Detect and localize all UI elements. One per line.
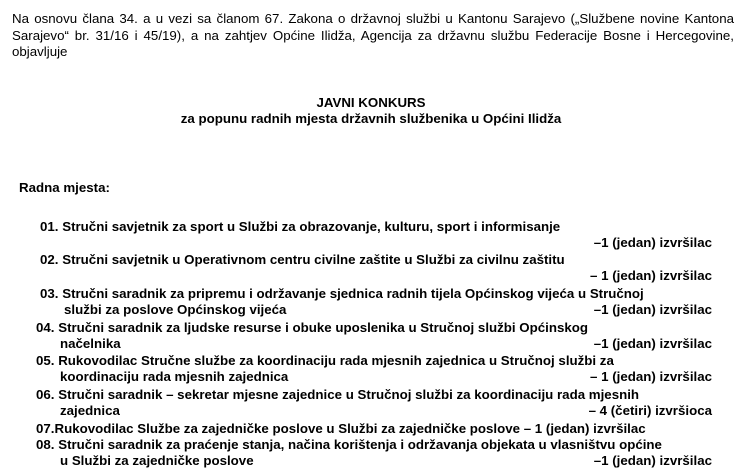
position-count-04: –1 (jedan) izvršilac — [593, 336, 712, 351]
position-line-2: načelnika — [60, 336, 121, 352]
position-line-2: službi za poslove Općinskog vijeća — [64, 302, 287, 318]
position-title: Stručni saradnik za ljudske resurse i obuke uposlenika u Stručnoj službi Općinskog — [58, 320, 589, 335]
position-title: Rukovodilac Stručne službe za koordinaciju rada mjesnih zajednica u Stručnoj službi za — [58, 353, 614, 368]
position-line-1 — [36, 387, 639, 403]
position-count-01: –1 (jedan) izvršilac — [593, 235, 712, 250]
positions-section-label: Radna mjesta: — [19, 180, 110, 195]
position-number: 01. — [40, 219, 59, 234]
position-item-05 — [36, 353, 614, 386]
position-line-1 — [40, 286, 644, 302]
position-count-03: –1 (jedan) izvršilac — [593, 302, 712, 317]
position-item-01 — [40, 219, 560, 235]
position-line-2: u Službi za zajedničke poslove — [60, 453, 254, 469]
position-line-1 — [40, 219, 560, 235]
position-number: 02. — [40, 252, 59, 267]
position-title: Stručni saradnik – sekretar mjesne zajednice u Stručnoj službi za koordinaciju rada mjesnih — [58, 387, 640, 402]
position-line-2: koordinaciju rada mjesnih zajednica — [60, 369, 289, 385]
position-line-1 — [36, 320, 588, 336]
position-number: 04. — [36, 320, 55, 335]
position-title: Stručni saradnik za praćenje stanja, načina korištenja i održavanja objekata u vlasništvu općine — [58, 437, 662, 452]
position-number: 07. — [36, 421, 55, 436]
position-item-06 — [36, 387, 639, 420]
position-line-1 — [40, 252, 565, 268]
position-count-06: – 4 (četiri) izvršioca — [588, 403, 712, 418]
position-item-03 — [40, 286, 644, 319]
intro-paragraph: Na osnovu člana 34. a u vezi sa članom 67. Zakona o državnoj službi u Kantonu Sarajevo („Službene novine Kantona Sarajevo“ br. 31/16 i 45/19), a na zahtjev Općine Ilidža, Agencija za državnu službu Federacije Bosne i Hercegovine, objavljuje — [12, 11, 734, 59]
position-line-2: zajednica — [60, 403, 120, 419]
competition-title: JAVNI KONKURS — [316, 95, 426, 110]
position-line-1 — [36, 353, 614, 369]
position-item-02 — [40, 252, 565, 268]
position-item-07 — [36, 421, 646, 437]
position-title: Stručni savjetnik za sport u Službi za obrazovanje, kulturu, sport i informisanje — [62, 219, 561, 234]
position-title: Stručni savjetnik u Operativnom centru civilne zaštite u Službi za civilnu zaštitu — [62, 252, 565, 267]
position-number: 03. — [40, 286, 59, 301]
position-item-04 — [36, 320, 588, 353]
position-count-05: – 1 (jedan) izvršilac — [590, 369, 712, 384]
position-number: 05. — [36, 353, 55, 368]
position-title: Rukovodilac Službe za zajedničke poslove u Službi za zajedničke poslove – 1 (jedan) izvršilac — [54, 421, 646, 436]
position-count-02: – 1 (jedan) izvršilac — [590, 268, 712, 283]
position-number: 06. — [36, 387, 55, 402]
position-line-1 — [36, 437, 662, 453]
position-line-1 — [36, 421, 646, 437]
competition-subtitle: za popunu radnih mjesta državnih službenika u Općini Ilidža — [180, 111, 562, 126]
position-count-08: –1 (jedan) izvršilac — [593, 453, 712, 468]
position-item-08 — [36, 437, 662, 470]
position-title: Stručni saradnik za pripremu i održavanje sjednica radnih tijela Općinskog vijeća u Stručnoj — [62, 286, 644, 301]
position-number: 08. — [36, 437, 55, 452]
